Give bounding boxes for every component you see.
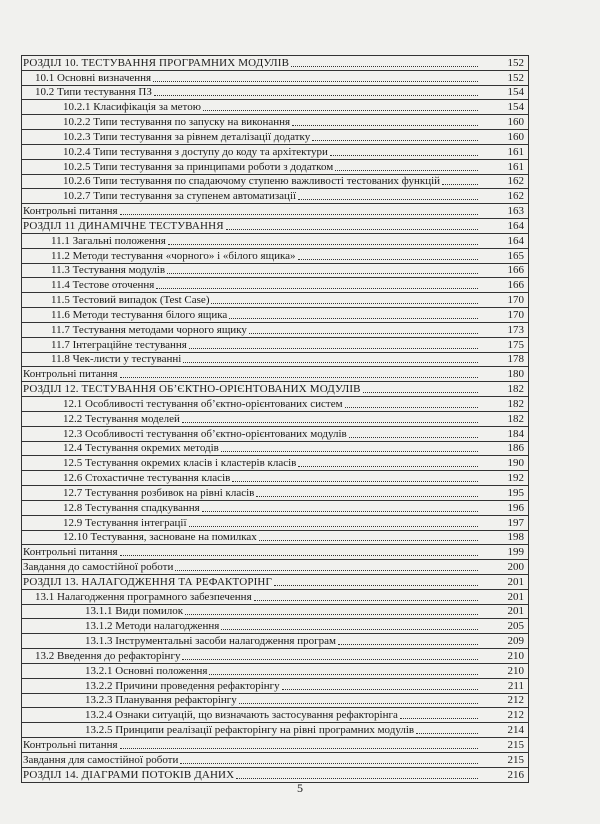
toc-entry-title: 13.2 Введення до рефакторінгу bbox=[35, 649, 181, 662]
toc-entry-title: 12.10 Тестування, засноване на помилках bbox=[63, 531, 257, 544]
toc-entry bbox=[22, 278, 528, 293]
dot-leader bbox=[298, 258, 478, 260]
dot-leader bbox=[203, 109, 478, 111]
toc-entry bbox=[22, 382, 528, 397]
dot-leader bbox=[183, 361, 478, 363]
toc-entry-title: Завдання для самостійної роботи bbox=[23, 753, 179, 766]
toc-entry bbox=[22, 664, 528, 679]
toc-entry-page: 166 bbox=[507, 279, 524, 292]
toc-entry-page: 175 bbox=[507, 338, 524, 351]
toc-entry bbox=[22, 338, 528, 353]
toc-entry-page: 160 bbox=[507, 116, 524, 129]
toc-entry-page: 216 bbox=[507, 768, 524, 781]
toc-entry bbox=[22, 249, 528, 264]
dot-leader bbox=[189, 525, 478, 527]
toc-entry-page: 196 bbox=[507, 501, 524, 514]
toc-entry bbox=[22, 619, 528, 634]
dot-leader bbox=[254, 599, 478, 601]
toc-entry bbox=[22, 634, 528, 649]
toc-entry bbox=[22, 545, 528, 560]
page-number: 5 bbox=[297, 781, 303, 795]
toc-entry-page: 215 bbox=[507, 738, 524, 751]
dot-leader bbox=[229, 317, 478, 319]
toc-entry bbox=[22, 412, 528, 427]
dot-leader bbox=[175, 569, 478, 571]
dot-leader bbox=[349, 436, 478, 438]
toc-entry bbox=[22, 71, 528, 86]
toc-entry-page: 152 bbox=[507, 56, 524, 69]
toc-entry bbox=[22, 694, 528, 709]
dot-leader bbox=[153, 80, 478, 82]
toc-entry-page: 170 bbox=[507, 294, 524, 307]
toc-entry bbox=[22, 560, 528, 575]
toc-entry-title: 13.2.2 Причини проведення рефакторінгу bbox=[85, 679, 280, 692]
toc-entry bbox=[22, 516, 528, 531]
dot-leader bbox=[221, 450, 478, 452]
toc-entry-page: 162 bbox=[507, 190, 524, 203]
dot-leader bbox=[312, 139, 478, 141]
toc-entry-page: 154 bbox=[507, 101, 524, 114]
toc-entry-title: 10.2.1 Класифікація за метою bbox=[63, 101, 201, 114]
toc-entry-page: 170 bbox=[507, 308, 524, 321]
toc-entry-title: 13.2.4 Ознаки ситуацій, що визначають застосування рефакторінга bbox=[85, 709, 398, 722]
toc-entry-title: РОЗДІЛ 14. ДІАГРАМИ ПОТОКІВ ДАНИХ bbox=[23, 768, 235, 781]
toc-entry-title: 11.3 Тестування модулів bbox=[51, 264, 166, 277]
dot-leader bbox=[232, 480, 478, 482]
toc-entry-page: 186 bbox=[507, 442, 524, 455]
toc-entry bbox=[22, 100, 528, 115]
toc-entry-title: 13.2.1 Основні положення bbox=[85, 664, 208, 677]
toc-entry-title: 11.8 Чек-листи у тестуванні bbox=[51, 353, 182, 366]
toc-entry-page: 210 bbox=[507, 649, 524, 662]
toc-entry-title: Контрольні питання bbox=[23, 368, 118, 381]
toc-entry-page: 160 bbox=[507, 130, 524, 143]
dot-leader bbox=[156, 287, 478, 289]
dot-leader bbox=[292, 124, 478, 126]
toc-entry-title: 10.1 Основні визначення bbox=[35, 71, 152, 84]
toc-entry-page: 197 bbox=[507, 516, 524, 529]
toc-entry bbox=[22, 189, 528, 204]
toc-entry-title: РОЗДІЛ 13. НАЛАГОДЖЕННЯ ТА РЕФАКТОРІНГ bbox=[23, 575, 273, 588]
toc-entry-page: 165 bbox=[507, 249, 524, 262]
toc-entry-title: РОЗДІЛ 11 ДИНАМІЧНЕ ТЕСТУВАННЯ bbox=[23, 219, 224, 232]
toc-entry bbox=[22, 130, 528, 145]
dot-leader bbox=[330, 154, 478, 156]
toc-entry-page: 178 bbox=[507, 353, 524, 366]
dot-leader bbox=[335, 169, 478, 171]
toc-entry bbox=[22, 160, 528, 175]
toc-entry bbox=[22, 456, 528, 471]
dot-leader bbox=[259, 539, 478, 541]
dot-leader bbox=[363, 391, 478, 393]
toc-entry-title: 10.2.2 Типи тестування по запуску на виконання bbox=[63, 116, 291, 129]
dot-leader bbox=[249, 332, 478, 334]
toc-entry-title: 12.8 Тестування спадкування bbox=[63, 501, 200, 514]
toc-entry-page: 180 bbox=[507, 368, 524, 381]
toc-entry-title: 12.9 Тестування інтеграції bbox=[63, 516, 187, 529]
toc-entry-title: РОЗДІЛ 12. ТЕСТУВАННЯ ОБ’ЄКТНО-ОРІЄНТОВАНИХ МОДУЛІВ bbox=[23, 383, 361, 396]
toc-entry bbox=[22, 501, 528, 516]
toc-entry-page: 152 bbox=[507, 71, 524, 84]
toc-entry bbox=[22, 605, 528, 620]
toc-entry bbox=[22, 323, 528, 338]
toc-entry bbox=[22, 397, 528, 412]
toc-entry bbox=[22, 353, 528, 368]
toc-entry-page: 161 bbox=[507, 160, 524, 173]
toc-entry-page: 200 bbox=[507, 560, 524, 573]
toc-entry-title: 11.2 Методи тестування «чорного» і «білого ящика» bbox=[51, 249, 296, 262]
dot-leader bbox=[345, 406, 478, 408]
toc-entry-title: Контрольні питання bbox=[23, 546, 118, 559]
dot-leader bbox=[182, 421, 478, 423]
toc-entry-page: 212 bbox=[507, 709, 524, 722]
dot-leader bbox=[442, 183, 478, 185]
toc-entry bbox=[22, 219, 528, 234]
toc-entry-page: 201 bbox=[507, 605, 524, 618]
toc-entry bbox=[22, 264, 528, 279]
dot-leader bbox=[211, 302, 478, 304]
toc-entry-page: 192 bbox=[507, 472, 524, 485]
toc-entry-title: 13.1.2 Методи налагодження bbox=[85, 620, 220, 633]
toc-entry bbox=[22, 531, 528, 546]
toc-entry bbox=[22, 708, 528, 723]
toc-entry-page: 198 bbox=[507, 531, 524, 544]
dot-leader bbox=[209, 673, 478, 675]
toc-entry-title: 12.3 Особливості тестування об’єктно-орієнтованих модулів bbox=[63, 427, 347, 440]
toc-entry-page: 210 bbox=[507, 664, 524, 677]
toc-entry-page: 209 bbox=[507, 635, 524, 648]
toc-entry-page: 161 bbox=[507, 145, 524, 158]
toc-entry-title: 10.2.3 Типи тестування за рівнем деталізації додатку bbox=[63, 130, 311, 143]
table-of-contents bbox=[21, 55, 529, 783]
toc-entry bbox=[22, 575, 528, 590]
dot-leader bbox=[298, 198, 478, 200]
toc-entry-page: 215 bbox=[507, 753, 524, 766]
toc-entry-page: 195 bbox=[507, 486, 524, 499]
dot-leader bbox=[120, 747, 478, 749]
toc-entry-page: 212 bbox=[507, 694, 524, 707]
toc-entry-title: 11.7 Інтеграційне тестування bbox=[51, 338, 187, 351]
dot-leader bbox=[236, 777, 478, 779]
toc-entry-page: 182 bbox=[507, 412, 524, 425]
toc-entry bbox=[22, 738, 528, 753]
toc-entry-title: РОЗДІЛ 10. ТЕСТУВАННЯ ПРОГРАМНИХ МОДУЛІВ bbox=[23, 56, 290, 69]
toc-entry-page: 182 bbox=[507, 383, 524, 396]
toc-entry-page: 199 bbox=[507, 546, 524, 559]
toc-entry-title: Контрольні питання bbox=[23, 205, 118, 218]
dot-leader bbox=[221, 628, 478, 630]
toc-entry-title: 12.5 Тестування окремих класів і кластерів класів bbox=[63, 457, 297, 470]
toc-entry-page: 201 bbox=[507, 575, 524, 588]
toc-entry bbox=[22, 367, 528, 382]
toc-entry-title: 13.1.3 Інструментальні засоби налагодження програм bbox=[85, 635, 336, 648]
toc-entry-title: 11.7 Тестування методами чорного ящику bbox=[51, 323, 247, 336]
toc-entry-title: 13.2.3 Планування рефакторінгу bbox=[85, 694, 237, 707]
toc-entry bbox=[22, 293, 528, 308]
toc-entry-title: 10.2.7 Типи тестування за ступенем автоматизації bbox=[63, 190, 297, 203]
toc-entry-title: 13.2.5 Принципи реалізації рефакторінгу на рівні програмних модулів bbox=[85, 724, 415, 737]
toc-entry-title: 11.5 Тестовий випадок (Test Case) bbox=[51, 294, 210, 307]
toc-entry-page: 162 bbox=[507, 175, 524, 188]
dot-leader bbox=[120, 213, 478, 215]
toc-entry-title: Завдання до самостійної роботи bbox=[23, 560, 174, 573]
dot-leader bbox=[167, 272, 478, 274]
toc-entry bbox=[22, 56, 528, 71]
dot-leader bbox=[189, 347, 478, 349]
toc-entry bbox=[22, 115, 528, 130]
toc-entry-page: 184 bbox=[507, 427, 524, 440]
toc-entry bbox=[22, 442, 528, 457]
toc-entry bbox=[22, 679, 528, 694]
toc-entry-title: 12.6 Стохастичне тестування класів bbox=[63, 472, 231, 485]
dot-leader bbox=[282, 688, 478, 690]
dot-leader bbox=[120, 376, 478, 378]
toc-entry-page: 164 bbox=[507, 234, 524, 247]
dot-leader bbox=[400, 717, 478, 719]
toc-entry-title: 12.7 Тестування розбивок на рівні класів bbox=[63, 486, 255, 499]
toc-entry bbox=[22, 471, 528, 486]
toc-entry-title: 12.4 Тестування окремих методів bbox=[63, 442, 219, 455]
toc-entry-page: 201 bbox=[507, 590, 524, 603]
toc-entry-page: 211 bbox=[507, 679, 524, 692]
toc-entry-title: 11.4 Тестове оточення bbox=[51, 279, 155, 292]
toc-entry-title: 10.2.4 Типи тестування з доступу до коду та архітектури bbox=[63, 145, 328, 158]
toc-entry-page: 163 bbox=[507, 205, 524, 218]
dot-leader bbox=[180, 762, 478, 764]
toc-entry-title: 12.2 Тестування моделей bbox=[63, 412, 180, 425]
dot-leader bbox=[185, 613, 478, 615]
toc-entry-page: 166 bbox=[507, 264, 524, 277]
toc-entry bbox=[22, 204, 528, 219]
toc-entry bbox=[22, 86, 528, 101]
dot-leader bbox=[338, 643, 478, 645]
dot-leader bbox=[274, 584, 478, 586]
dot-leader bbox=[226, 228, 478, 230]
toc-entry bbox=[22, 308, 528, 323]
toc-entry-page: 164 bbox=[507, 219, 524, 232]
toc-entry bbox=[22, 175, 528, 190]
toc-entry bbox=[22, 486, 528, 501]
dot-leader bbox=[239, 702, 478, 704]
toc-entry-page: 205 bbox=[507, 620, 524, 633]
toc-entry-title: 10.2.5 Типи тестування за принципами роботи з додатком bbox=[63, 160, 334, 173]
toc-entry bbox=[22, 723, 528, 738]
toc-entry bbox=[22, 753, 528, 768]
dot-leader bbox=[120, 554, 478, 556]
toc-entry-title: 13.1 Налагодження програмного забезпечення bbox=[35, 590, 252, 603]
toc-entry bbox=[22, 145, 528, 160]
dot-leader bbox=[416, 732, 478, 734]
dot-leader bbox=[154, 94, 478, 96]
toc-entry bbox=[22, 649, 528, 664]
toc-entry bbox=[22, 234, 528, 249]
toc-entry-page: 214 bbox=[507, 724, 524, 737]
dot-leader bbox=[256, 495, 478, 497]
toc-entry-page: 154 bbox=[507, 86, 524, 99]
toc-entry-title: 11.1 Загальні положення bbox=[51, 234, 166, 247]
dot-leader bbox=[291, 65, 478, 67]
toc-entry bbox=[22, 590, 528, 605]
dot-leader bbox=[298, 465, 478, 467]
toc-entry-page: 190 bbox=[507, 457, 524, 470]
dot-leader bbox=[168, 243, 478, 245]
toc-entry-title: 13.1.1 Види помилок bbox=[85, 605, 184, 618]
toc-entry-title: 10.2.6 Типи тестування по спадаючому ступеню важливості тестованих функцій bbox=[63, 175, 441, 188]
toc-entry-title: Контрольні питання bbox=[23, 738, 118, 751]
toc-entry-page: 173 bbox=[507, 323, 524, 336]
toc-entry bbox=[22, 427, 528, 442]
toc-entry-page: 182 bbox=[507, 397, 524, 410]
toc-entry-title: 10.2 Типи тестування ПЗ bbox=[35, 86, 152, 99]
toc-entry-title: 12.1 Особливості тестування об’єктно-орієнтованих систем bbox=[63, 397, 343, 410]
dot-leader bbox=[202, 510, 478, 512]
dot-leader bbox=[182, 658, 478, 660]
toc-entry-title: 11.6 Методи тестування білого ящика bbox=[51, 308, 228, 321]
